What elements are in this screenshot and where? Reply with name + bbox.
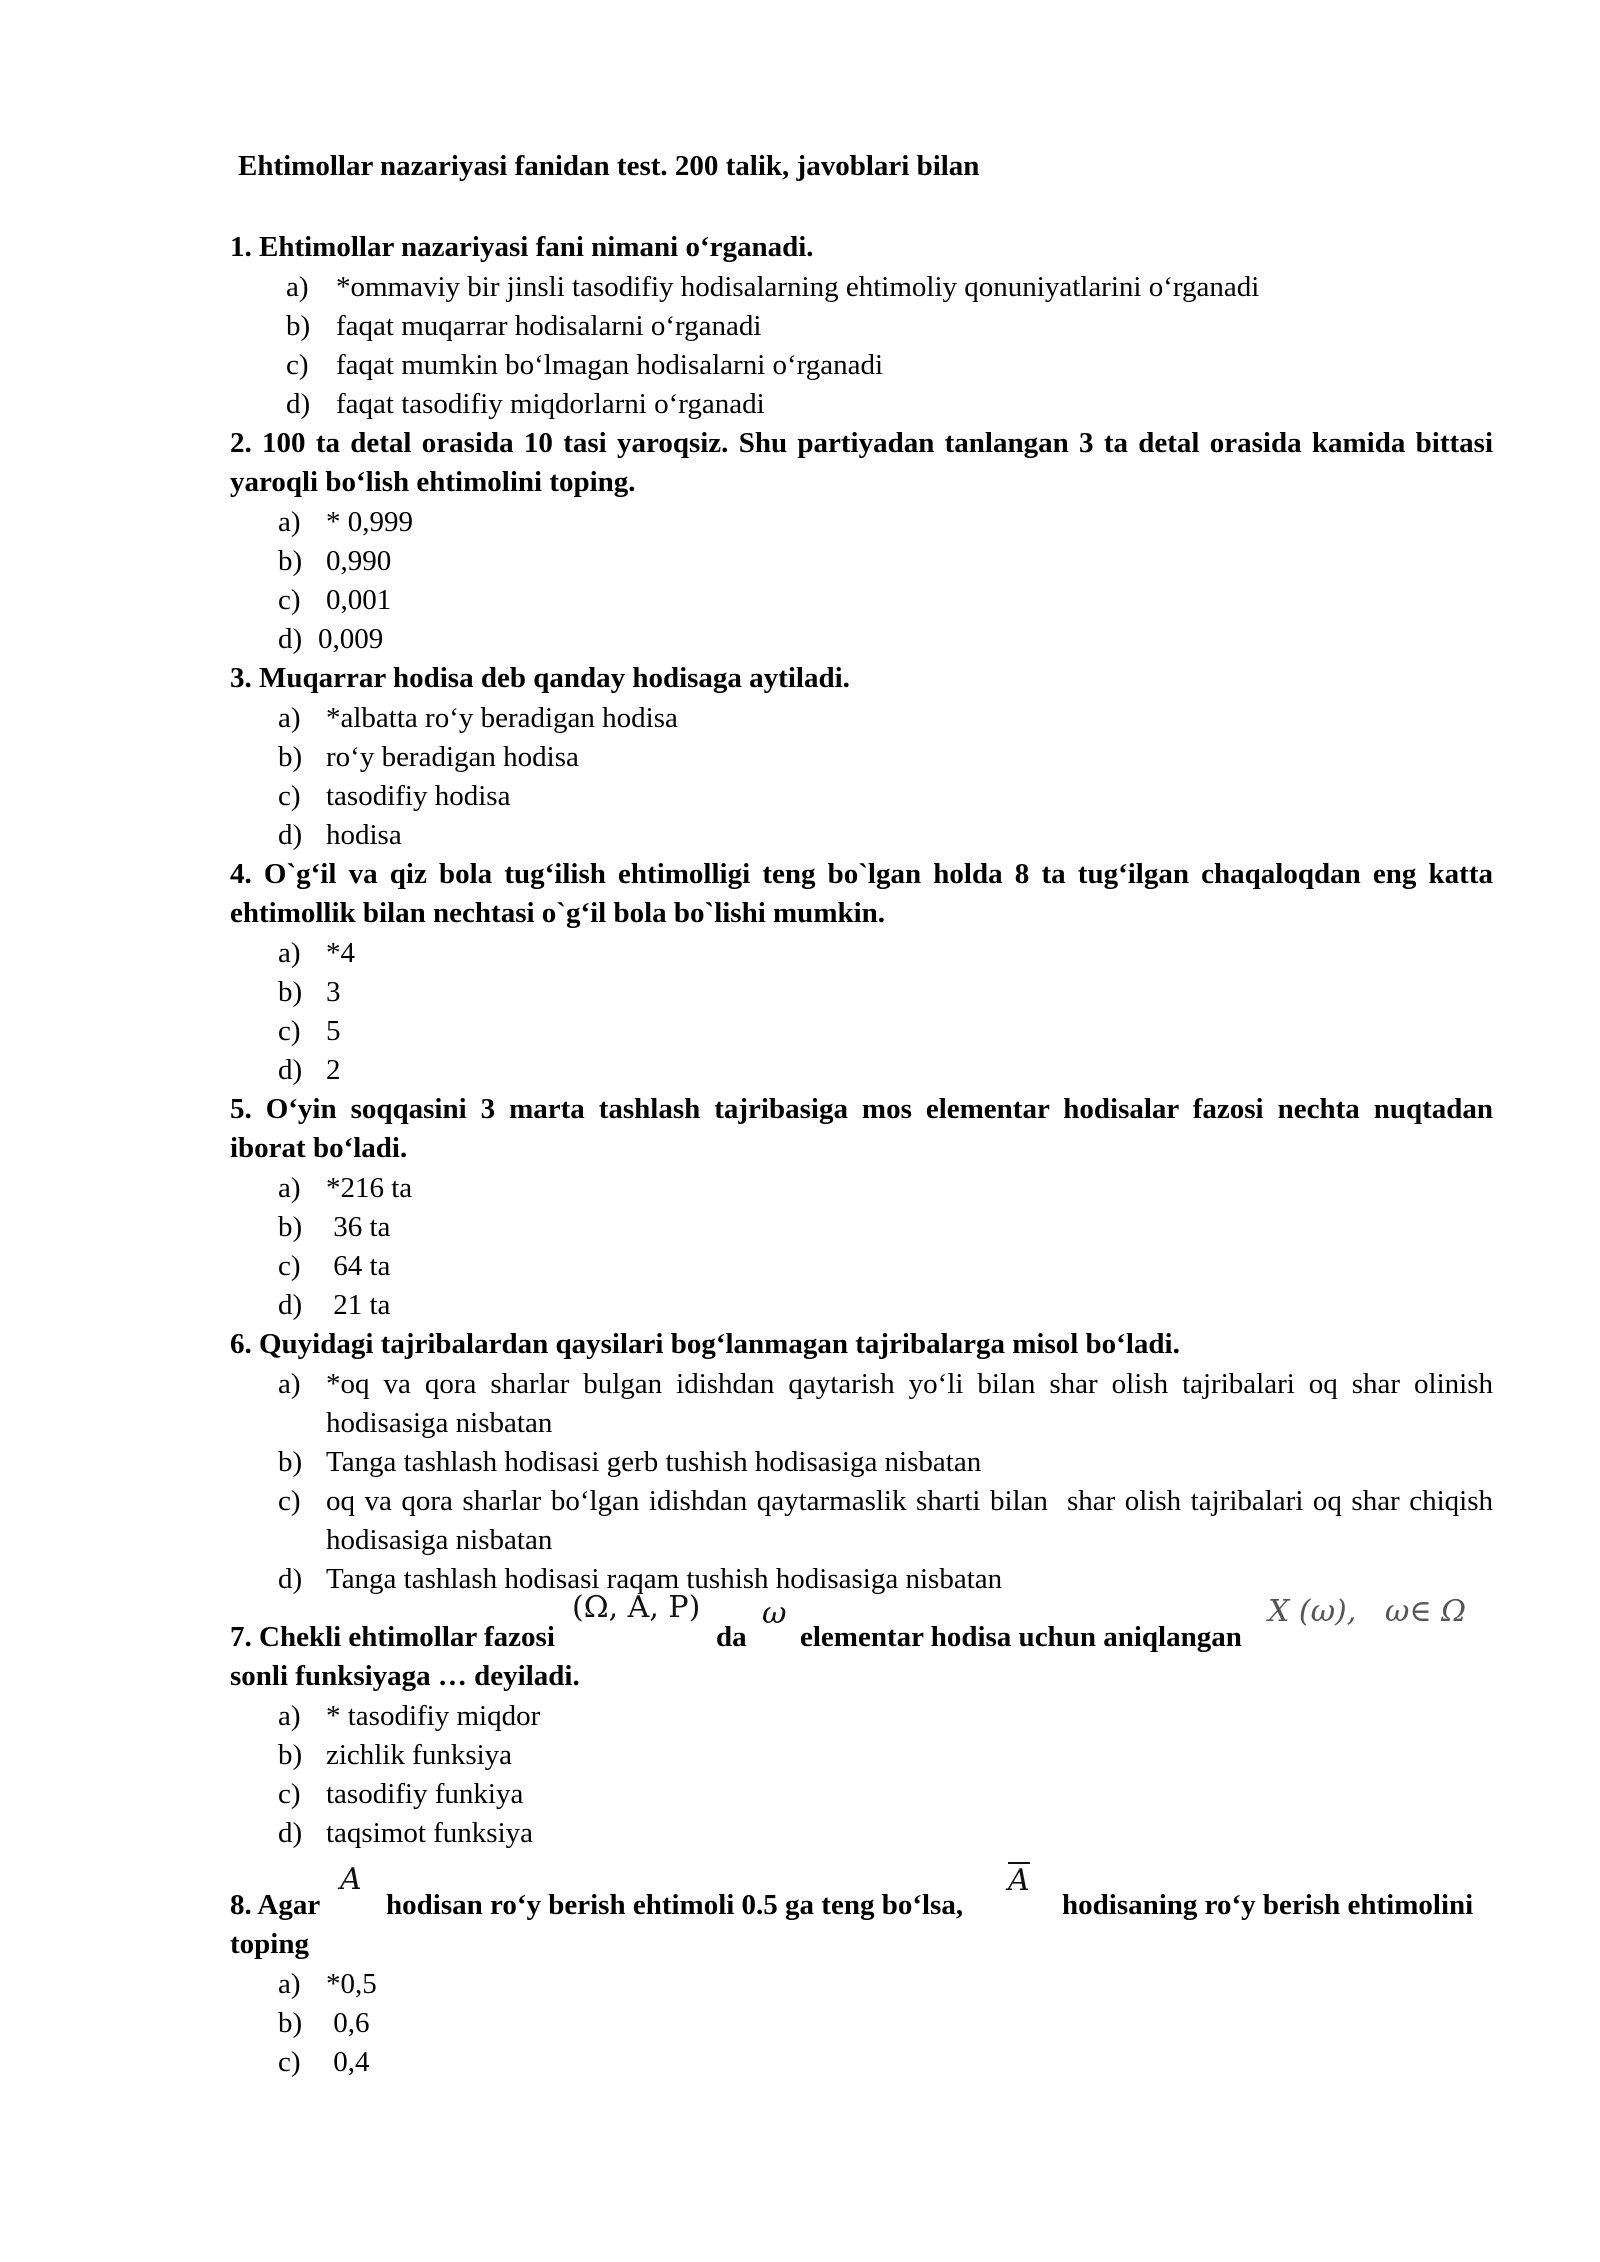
q2-option-d: d) 0,009 bbox=[278, 623, 384, 655]
q7-math-omega: ω bbox=[762, 1596, 787, 1631]
q8-math-event-a: A bbox=[340, 1862, 362, 1897]
q2-option-a: a) * 0,999 bbox=[278, 506, 413, 538]
q3-option-a: a) *albatta ro‘y beradigan hodisa bbox=[278, 702, 678, 734]
q3-option-d: d) hodisa bbox=[278, 819, 402, 851]
q1-option-d: d) faqat tasodifiy miqdorlarni o‘rganadi bbox=[286, 388, 765, 420]
q8-math-complement-a: A bbox=[1008, 1863, 1030, 1898]
q8-option-c: c) 0,4 bbox=[278, 2046, 370, 2078]
question-8-part2: hodisan ro‘y berish ehtimoli 0.5 ga teng bo‘lsa, bbox=[386, 1889, 964, 1921]
document-title: Ehtimollar nazariyasi fanidan test. 200 talik, javoblari bilan bbox=[238, 150, 980, 182]
q7-math-probability-space: (Ω, A, P) bbox=[572, 1590, 701, 1625]
q8-option-a: a) *0,5 bbox=[278, 1968, 377, 2000]
q6-option-a: a) *oq va qora sharlar bulgan idishdan qaytarish yo‘li bilan shar olish tajribalari oq shar olinish hodisasiga nisbatan bbox=[278, 1368, 1493, 1439]
q1-option-b: b) faqat muqarrar hodisalarni o‘rganadi bbox=[286, 310, 762, 342]
q7-option-d: d) taqsimot funksiya bbox=[278, 1817, 534, 1849]
q5-option-a: a) *216 ta bbox=[278, 1172, 413, 1204]
q1-option-c: c) faqat mumkin bo‘lmagan hodisalarni o‘rganadi bbox=[286, 349, 884, 381]
q7-option-c: c) tasodifiy funkiya bbox=[278, 1778, 524, 1810]
q7-option-a: a) * tasodifiy miqdor bbox=[278, 1700, 541, 1732]
question-6-text: 6. Quyidagi tajribalardan qaysilari bog‘lanmagan tajribalarga misol bo‘ladi. bbox=[230, 1328, 1180, 1360]
q5-option-b: b) 36 ta bbox=[278, 1211, 391, 1243]
question-4-text: 4. O`g‘il va qiz bola tug‘ilish ehtimolligi teng bo`lgan holda 8 ta tug‘ilgan chaqaloqdan eng katta ehtimollik bilan nechtasi o`g‘il bola bo`lishi mumkin. bbox=[230, 858, 1493, 929]
question-8-part1: 8. Agar bbox=[230, 1889, 321, 1921]
question-2-text: 2. 100 ta detal orasida 10 tasi yaroqsiz. Shu partiyadan tanlangan 3 ta detal orasida kamida bittasi yaroqli bo‘lish ehtimolini toping. bbox=[230, 427, 1493, 498]
q5-option-d: d) 21 ta bbox=[278, 1289, 391, 1321]
q6-option-d: d) Tanga tashlash hodisasi raqam tushish hodisasiga nisbatan bbox=[278, 1563, 1003, 1595]
q1-option-a: a) *ommaviy bir jinsli tasodifiy hodisalarning ehtimoliy qonuniyatlarini o‘rganadi bbox=[286, 271, 1260, 303]
question-7-part1: 7. Chekli ehtimollar fazosi bbox=[230, 1621, 555, 1653]
q3-option-c: c) tasodifiy hodisa bbox=[278, 780, 511, 812]
question-1-text: 1. Ehtimollar nazariyasi fani nimani o‘rganadi. bbox=[230, 231, 814, 263]
q2-option-b: b) 0,990 bbox=[278, 545, 392, 577]
q7-math-random-function: X (ω), ω∈ Ω bbox=[1268, 1594, 1466, 1629]
question-7-line2: sonli funksiyaga … deyiladi. bbox=[230, 1660, 580, 1692]
q4-option-d: d) 2 bbox=[278, 1054, 341, 1086]
question-5-text: 5. O‘yin soqqasini 3 marta tashlash tajribasiga mos elementar hodisalar fazosi nechta nuqtadan iborat bo‘ladi. bbox=[230, 1093, 1493, 1164]
q8-option-b: b) 0,6 bbox=[278, 2007, 370, 2039]
question-7-part3: elementar hodisa uchun aniqlangan bbox=[800, 1621, 1242, 1653]
q7-option-b: b) zichlik funksiya bbox=[278, 1739, 513, 1771]
q6-option-b: b) Tanga tashlash hodisasi gerb tushish hodisasiga nisbatan bbox=[278, 1446, 982, 1478]
question-8-line2: toping bbox=[230, 1928, 309, 1960]
question-3-text: 3. Muqarrar hodisa deb qanday hodisaga aytiladi. bbox=[230, 662, 850, 694]
q4-option-a: a) *4 bbox=[278, 937, 355, 969]
q6-option-c: c) oq va qora sharlar bo‘lgan idishdan qaytarmaslik sharti bilan shar olish tajribalari oq shar chiqish hodisasiga nisbatan bbox=[278, 1485, 1501, 1556]
question-8-part3: hodisaning ro‘y berish ehtimolini bbox=[1062, 1889, 1474, 1921]
q4-option-b: b) 3 bbox=[278, 976, 341, 1008]
q5-option-c: c) 64 ta bbox=[278, 1250, 391, 1282]
q4-option-c: c) 5 bbox=[278, 1015, 341, 1047]
q2-option-c: c) 0,001 bbox=[278, 584, 392, 616]
q3-option-b: b) ro‘y beradigan hodisa bbox=[278, 741, 579, 773]
question-7-part2: da bbox=[716, 1621, 747, 1653]
